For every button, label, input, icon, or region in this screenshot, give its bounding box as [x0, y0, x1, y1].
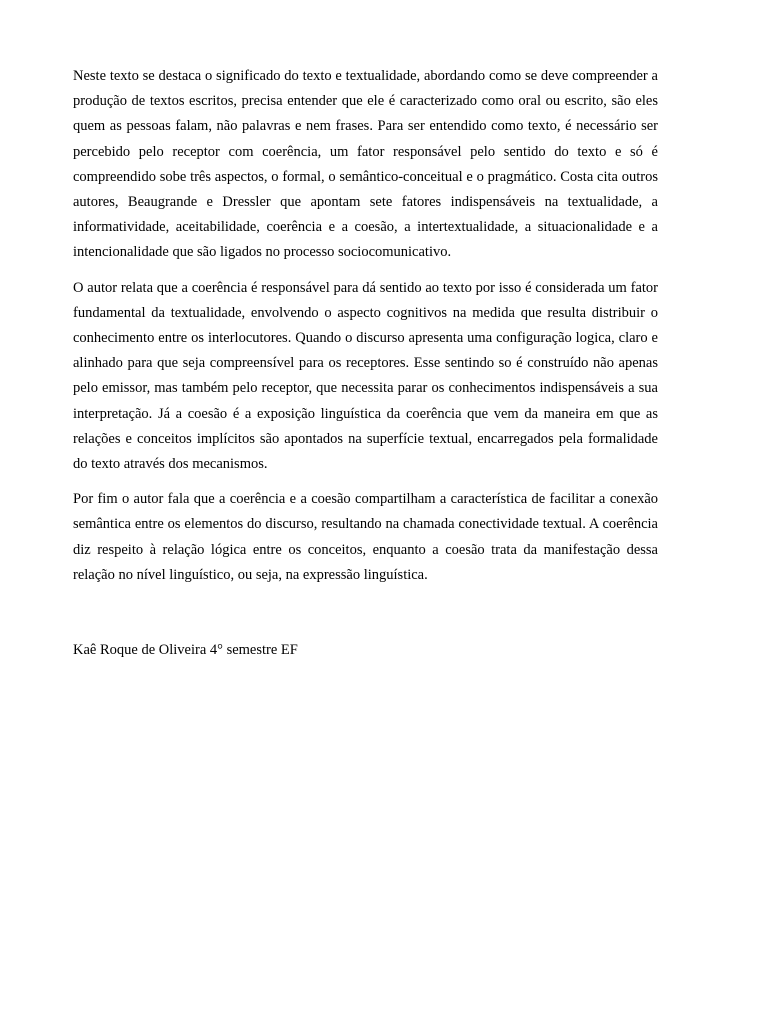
paragraph-2: O autor relata que a coerência é responsável para dá sentido ao texto por isso é considerada um fator fundamental da textualidade, envolvendo o aspecto cognitivos na medida que resulta distribuir o conhecimento entre os interlocutores. Quando o discurso apresenta uma configuração logica, claro e alinhado para que seja compreensível para os receptores. Esse sentindo so é construído não apenas pelo emissor, mas também pelo receptor, que necessita parar os conhecimentos indispensáveis a sua interpretação. Já a coesão é a exposição linguística da coerência que vem da maneira em que as relações e conceitos implícitos são apontados na superfície textual, encarregados pela formalidade do texto através dos mecanismos. [73, 279, 658, 473]
paragraph-1: Neste texto se destaca o significado do texto e textualidade, abordando como se deve compreender a produção de textos escritos, precisa entender que ele é caracterizado como oral ou escrito, são eles quem as pessoas falam, não palavras e nem frases. Para ser entendido como texto, é necessário ser percebido pelo receptor com coerência, um fator responsável pelo sentido do texto e só é compreendido sobe três aspectos, o formal, o semântico-conceitual e o pragmático. Costa cita outros autores, Beaugrande e Dressler que apontam sete fatores indispensáveis na textualidade, a informatividade, aceitabilidade, coerência e a coesão, a intertextualidade, a situacionalidade e a intencionalidade que são ligados no processo sociocomunicativo. [73, 68, 658, 261]
document-page [73, 64, 658, 663]
author-signature-line: Kaê Roque de Oliveira 4° semestre EF [73, 642, 298, 659]
paragraph-3: Por fim o autor fala que a coerência e a coesão compartilham a característica de facilitar a conexão semântica entre os elementos do discurso, resultando na chamada conectividade textual. A coerência diz respeito à relação lógica entre os conceitos, enquanto a coesão trata da manifestação dessa relação no nível linguístico, ou seja, na expressão linguística. [73, 491, 658, 583]
